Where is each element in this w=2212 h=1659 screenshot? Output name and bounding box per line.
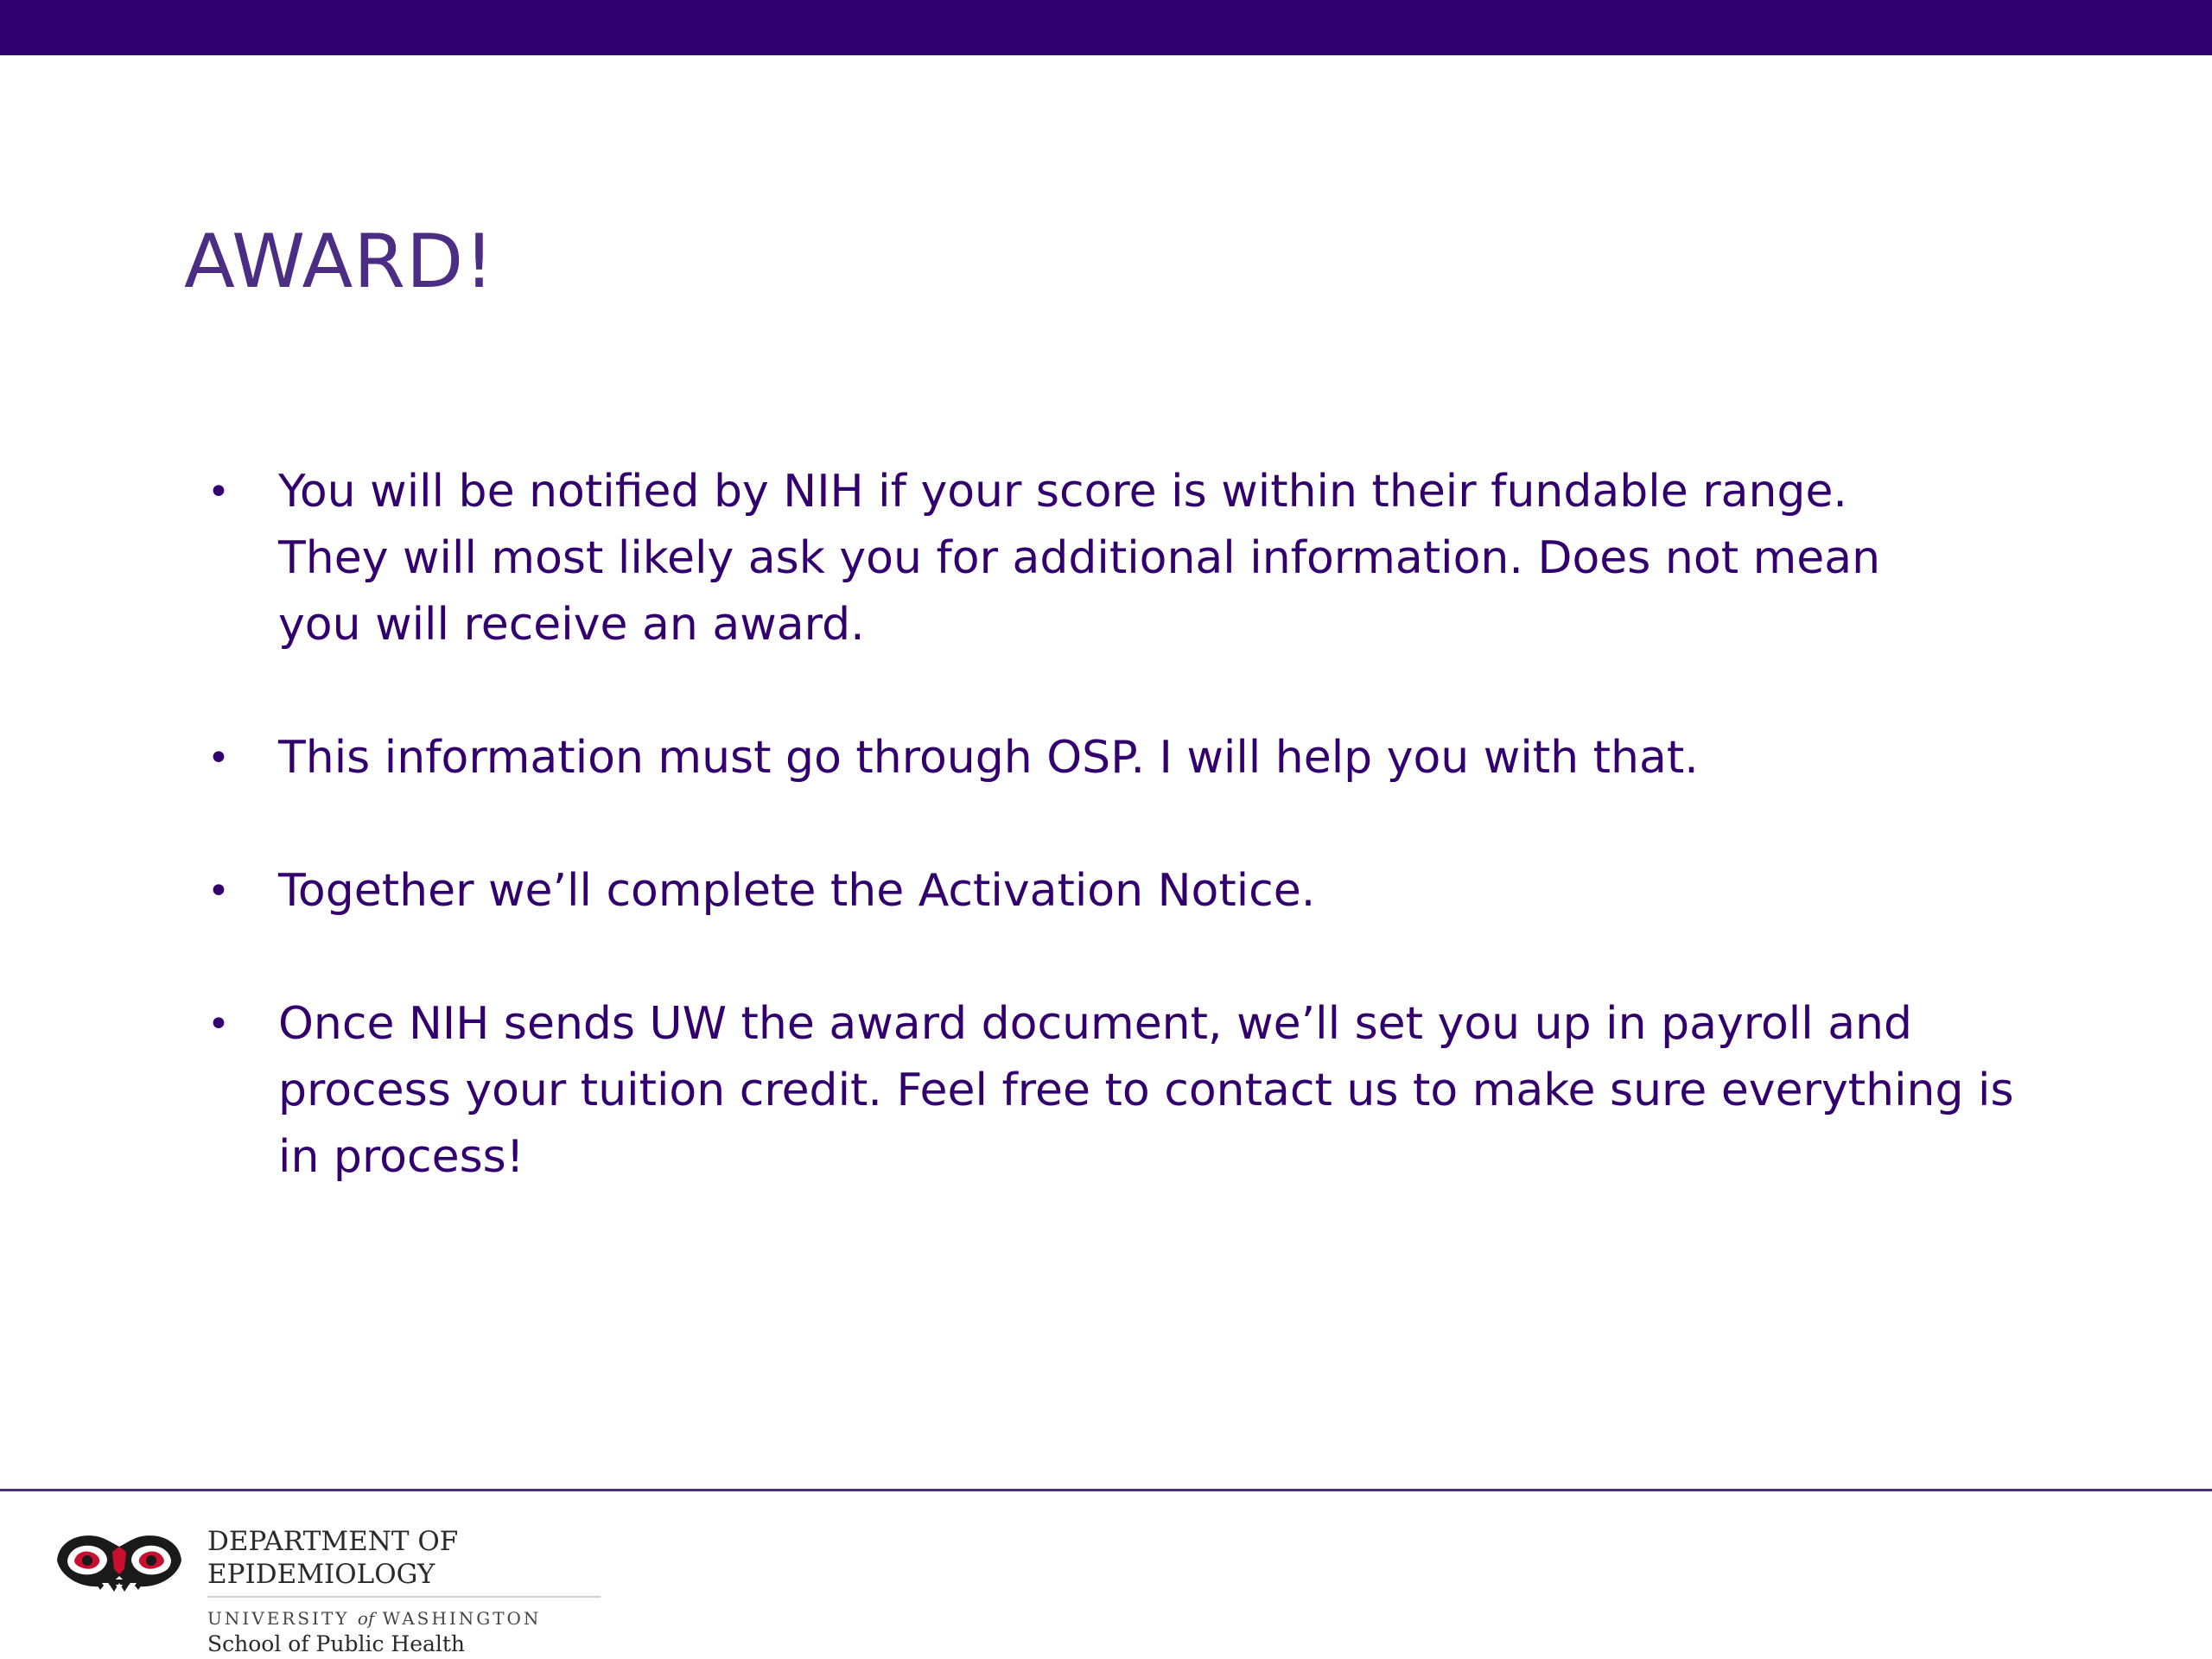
university-name: UNIVERSITY of WASHINGTON <box>207 1608 542 1629</box>
department-name: DEPARTMENT OF EPIDEMIOLOGY <box>207 1525 601 1598</box>
footer-divider <box>0 1489 2212 1491</box>
bullet-list <box>278 459 2015 1257</box>
coast-salish-eye-logo-icon <box>52 1526 187 1595</box>
bullet-item-activation-notice: • Together we’ll complete the Activation Notice. <box>278 858 2015 925</box>
bullet-item-payroll: • Once NIH sends UW the award document, we’ll set you up in payroll and process your tuition credit. Feel free to contact us to make sure everything is in process! <box>278 991 2015 1191</box>
bullet-item-osp: • This information must go through OSP. I will help you with that. <box>278 725 2015 791</box>
bullet-item-notified: • You will be notified by NIH if your score is within their fundable range. They will most likely ask you for additional information. Does not mean you will receive an award. <box>278 459 1920 658</box>
top-color-bar <box>0 0 2212 55</box>
school-name: School of Public Health <box>207 1631 466 1656</box>
slide-title: AWARD! <box>184 219 495 305</box>
footer-branding <box>207 1525 601 1658</box>
